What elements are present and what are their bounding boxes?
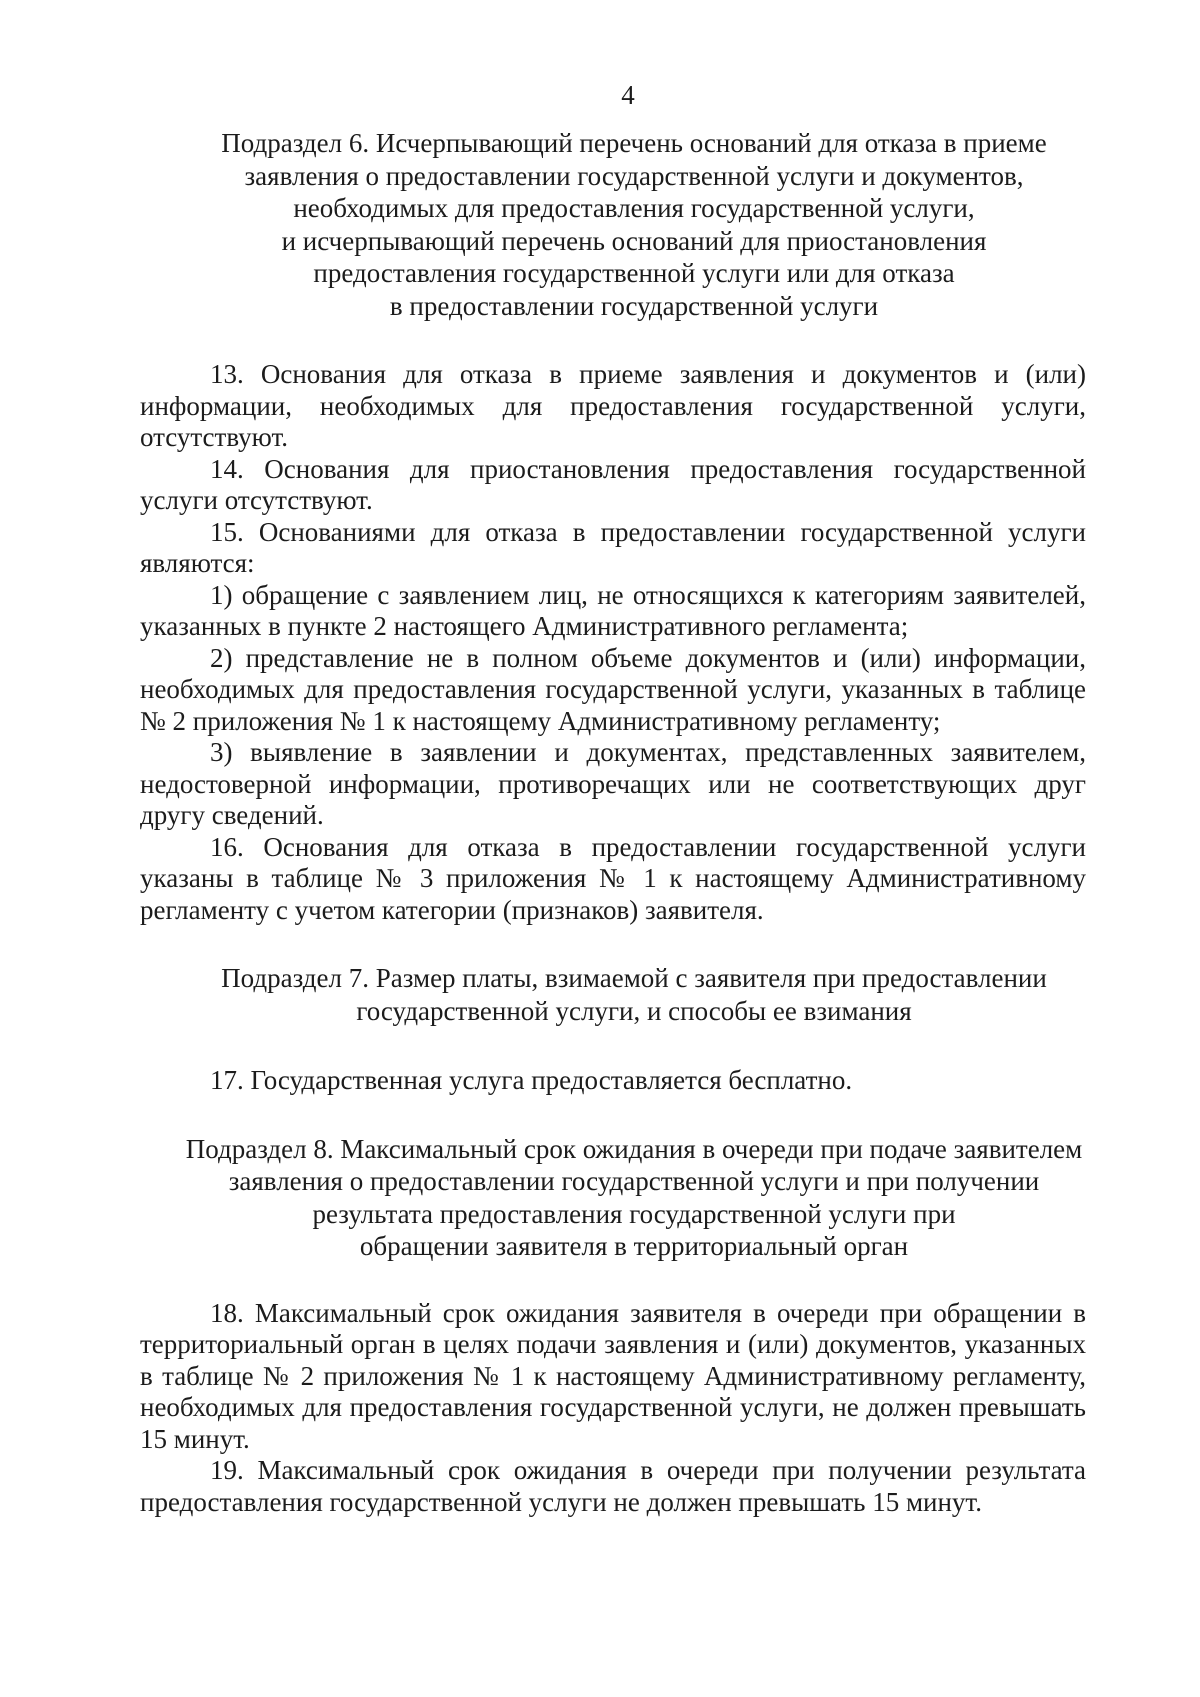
paragraph-18: 18. Максимальный срок ожидания заявителя в очереди при обращении в территориальный орган в целях подачи заявления и (или) документов, указанных в таблице № 2 приложения № 1 к настоящему Административному регламенту, необходимых для предоставления государственной услуги, не должен превышать 15 минут.	[140, 1297, 1086, 1454]
heading-line: и исчерпывающий перечень оснований для приостановления	[281, 225, 987, 256]
heading-line: Подраздел 8. Максимальный срок ожидания в очереди при подаче заявителем	[185, 1133, 1083, 1164]
list-item-15-3: 3) выявление в заявлении и документах, представленных заявителем, недостоверной информации, противоречащих или не соответствующих друг другу сведений.	[140, 737, 1086, 830]
section-7-heading	[140, 962, 1086, 1027]
paragraph-17: 17. Государственная услуга предоставляется бесплатно.	[210, 1065, 853, 1095]
heading-line: в предоставлении государственной услуги	[389, 290, 879, 321]
paragraph-15: 15. Основаниями для отказа в предоставлении государственной услуги являются:	[140, 516, 1086, 578]
heading-line: предоставления государственной услуги или для отказа	[313, 258, 955, 288]
heading-line: заявления о предоставлении государственной услуги и документов,	[244, 160, 1024, 191]
list-item-15-1: 1) обращение с заявлением лиц, не относящихся к категориям заявителей, указанных в пункте 2 настоящего Административного регламента;	[140, 579, 1086, 641]
heading-line: результата предоставления государственной услуги при	[312, 1198, 956, 1229]
section-6-heading	[140, 127, 1086, 322]
heading-line: Подраздел 6. Исчерпывающий перечень оснований для отказа в приеме	[221, 128, 1047, 158]
list-item-15-2: 2) представление не в полном объеме документов и (или) информации, необходимых для предоставления государственной услуги, указанных в таблице № 2 приложения № 1 к настоящему Административному регламенту;	[140, 642, 1086, 736]
document-page	[140, 80, 1086, 1518]
heading-line: Подраздел 7. Размер платы, взимаемой с заявителя при предоставлении	[221, 963, 1047, 993]
heading-line: государственной услуги, и способы ее взимания	[356, 995, 912, 1026]
paragraph-14: 14. Основания для приостановления предоставления государственной услуги отсутствуют.	[140, 453, 1086, 515]
paragraph-16: 16. Основания для отказа в предоставлении государственной услуги указаны в таблице № 3 приложения № 1 к настоящему Административному регламенту с учетом категории (признаков) заявителя.	[140, 831, 1086, 925]
heading-line: обращении заявителя в территориальный орган	[359, 1231, 909, 1261]
heading-line: заявления о предоставлении государственной услуги и при получении	[228, 1166, 1040, 1196]
page-number: 4	[621, 80, 635, 110]
heading-line: необходимых для предоставления государственной услуги,	[293, 193, 975, 223]
section-8-heading	[140, 1133, 1086, 1263]
paragraph-19: 19. Максимальный срок ожидания в очереди при получении результата предоставления государственной услуги не должен превышать 15 минут.	[140, 1455, 1086, 1517]
paragraph-13: 13. Основания для отказа в приеме заявления и документов и (или) информации, необходимых для предоставления государственной услуги, отсутствуют.	[140, 359, 1086, 452]
